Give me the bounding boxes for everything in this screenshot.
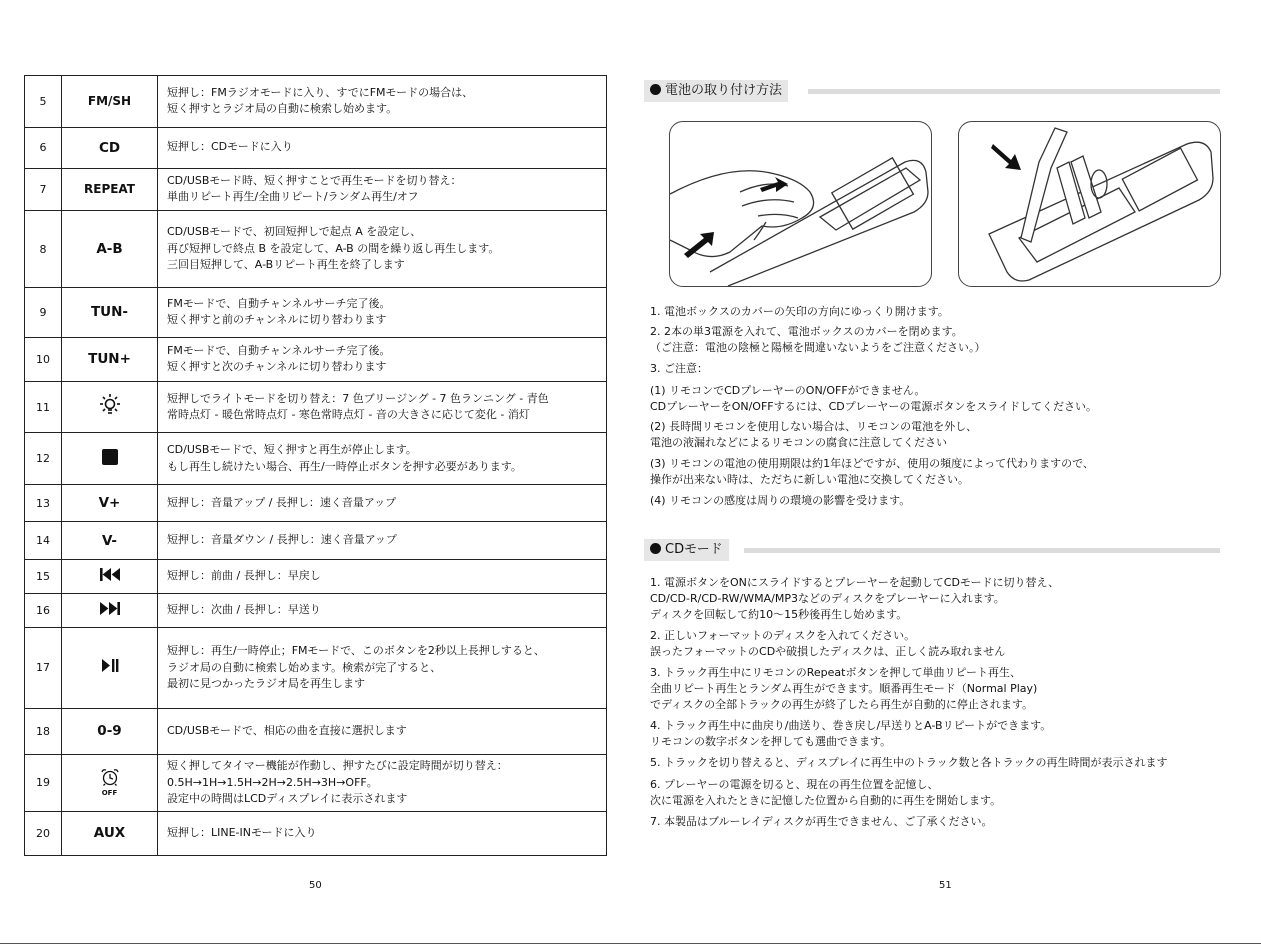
row-number: 10 — [25, 337, 62, 381]
button-description — [158, 754, 607, 811]
button-description — [158, 337, 607, 381]
button-description — [158, 485, 607, 522]
row-number: 16 — [25, 594, 62, 628]
description-line: CD/USBモードで、初回短押しで起点 A を設定し、 — [167, 225, 422, 239]
instruction-line: 1. 電源ボタンをONにスライドするとプレーヤーを起動してCDモードに切り替え、 — [650, 576, 1060, 589]
button-icon-cell — [62, 560, 158, 594]
instruction-line: リモコンの数字ボタンを押しても選曲できます。 — [650, 735, 892, 748]
button-description — [158, 76, 607, 128]
instruction-paragraph — [650, 575, 1059, 623]
description-line: 三回目短押して、A-Bリピート再生を終了します — [167, 258, 405, 272]
section-title-box — [644, 80, 788, 102]
button-description — [158, 628, 607, 708]
row-number: 8 — [25, 210, 62, 287]
button-description — [158, 522, 607, 560]
instruction-line: 4. トラック再生中に曲戻り/曲送り、巻き戻し/早送りとA-Bリピートができます。 — [650, 719, 1052, 732]
button-description — [158, 168, 607, 210]
table-row — [25, 594, 607, 628]
instruction-line: 全曲リピート再生とランダム再生ができます。順番再生モード（Normal Play) — [650, 682, 1038, 695]
page-bottom-rule — [0, 943, 1261, 944]
battery-insert-illustration — [958, 121, 1221, 287]
description-line: 短押し：音量ダウン / 長押し：速く音量アップ — [167, 533, 397, 547]
description-line: CD/USBモードで、短く押すと再生が停止します。 — [167, 443, 417, 457]
table-row — [25, 560, 607, 594]
instruction-line: 電池の液漏れなどによるリモコンの腐食に注意してください — [650, 436, 947, 449]
button-description — [158, 288, 607, 337]
button-function-table-body — [25, 76, 607, 856]
button-name: CD — [62, 127, 158, 168]
button-description — [158, 811, 607, 855]
button-name: FM/SH — [62, 76, 158, 128]
instruction-line: 誤ったフォーマットのCDや破損したディスクは、正しく読み取れません — [650, 645, 1006, 658]
instruction-line: 2. 正しいフォーマットのディスクを入れてください。 — [650, 629, 916, 642]
alarm-clock-off-icon — [100, 768, 120, 790]
button-name: AUX — [62, 811, 158, 855]
page-number-left: 50 — [309, 880, 322, 891]
instruction-line: （ご注意：電池の陰極と陽極を間違いないようをご注意ください。） — [650, 341, 986, 354]
battery-cover-open-illustration — [669, 121, 932, 287]
instruction-paragraph — [650, 628, 1005, 660]
section-title-cd: CDモード — [665, 542, 723, 557]
description-line: CD/USBモード時、短く押すことで再生モードを切り替え： — [167, 173, 462, 187]
row-number: 20 — [25, 811, 62, 855]
next-track-icon — [99, 602, 121, 619]
light-bulb-icon — [97, 393, 123, 421]
table-row — [25, 168, 607, 210]
instruction-paragraph — [650, 383, 1097, 415]
button-name: TUN+ — [62, 337, 158, 381]
row-number: 11 — [25, 381, 62, 433]
row-number: 9 — [25, 288, 62, 337]
instruction-line: 操作が出来ない時は、ただちに新しい電池に交換してください。 — [650, 473, 969, 486]
instruction-paragraph — [650, 665, 1037, 713]
section-title-battery: 電池の取り付け方法 — [665, 83, 783, 98]
row-number: 17 — [25, 628, 62, 708]
instruction-paragraph — [650, 777, 1001, 809]
description-line: 短押し：音量アップ / 長押し：速く音量アップ — [167, 495, 397, 509]
table-row — [25, 381, 607, 433]
previous-track-icon — [99, 568, 121, 585]
table-row — [25, 628, 607, 708]
instruction-line: (3) リモコンの電池の使用期限は約1年ほどですが、使用の頻度によって代わりますので、 — [650, 457, 1094, 470]
instruction-line: CD/CD-R/CD-RW/WMA/MP3などのディスクをプレーヤーに入れます。 — [650, 592, 1005, 605]
instruction-line: 1. 電池ボックスのカバーの矢印の方向にゆっくり開けます。 — [650, 305, 949, 318]
description-line: 短押し：前曲 / 長押し：早戻し — [167, 569, 321, 583]
button-name: V- — [62, 522, 158, 560]
description-line: 短く押すと前のチャンネルに切り替わります — [167, 313, 387, 327]
instruction-line: でディスクの全部トラックの再生が終了したら再生が自動的に停止されます。 — [650, 698, 1034, 711]
row-number: 6 — [25, 127, 62, 168]
battery-cover-open-drawing — [670, 122, 931, 286]
description-line: 短押し：CDモードに入り — [167, 140, 293, 154]
row-number: 5 — [25, 76, 62, 128]
description-line: 短押し：LINE-INモードに入り — [167, 826, 317, 840]
instruction-paragraph — [650, 493, 910, 509]
row-number: 19 — [25, 754, 62, 811]
button-description — [158, 210, 607, 287]
table-row — [25, 337, 607, 381]
instruction-paragraph — [650, 324, 986, 356]
button-icon-cell — [62, 433, 158, 485]
description-line: 短押し：再生/一時停止；FMモードで、このボタンを2秒以上長押しすると、 — [167, 644, 545, 658]
description-line: もし再生し続けたい場合、再生/一時停止ボタンを押す必要があります。 — [167, 459, 522, 473]
button-name: V+ — [62, 485, 158, 522]
bullet-dot — [650, 543, 661, 554]
instruction-paragraph — [650, 304, 949, 320]
instruction-paragraph — [650, 456, 1094, 488]
table-row — [25, 754, 607, 811]
table-row — [25, 76, 607, 128]
instruction-line: 5. トラックを切り替えると、ディスプレイに再生中のトラック数と各トラックの再生時間が表示されます — [650, 756, 1168, 769]
row-number: 13 — [25, 485, 62, 522]
instruction-paragraph — [650, 814, 993, 830]
button-name: A-B — [62, 210, 158, 287]
section-header-cd — [644, 539, 1220, 561]
bullet-dot — [650, 84, 661, 95]
description-line: CD/USBモードで、相応の曲を直接に選択します — [167, 723, 407, 737]
instruction-line: 次に電源を入れたときに記憶した位置から自動的に再生を開始します。 — [650, 794, 1002, 807]
instruction-line: 3. ご注意： — [650, 362, 708, 375]
description-line: FMモードで、自動チャンネルサーチ完了後。 — [167, 343, 391, 357]
instruction-paragraph — [650, 419, 977, 451]
button-name: 0-9 — [62, 708, 158, 754]
section-header-battery — [644, 80, 1220, 102]
button-description — [158, 594, 607, 628]
button-name: REPEAT — [62, 168, 158, 210]
table-row — [25, 127, 607, 168]
table-row — [25, 485, 607, 522]
battery-insert-drawing — [959, 122, 1220, 286]
button-description — [158, 381, 607, 433]
button-function-table — [24, 75, 607, 856]
description-line: 設定中の時間はLCDディスプレイに表示されます — [167, 792, 408, 805]
instruction-paragraph — [650, 718, 1051, 750]
description-line: 短押し：次曲 / 長押し：早送り — [167, 603, 321, 617]
instruction-line: CDプレーヤーをON/OFFするには、CDプレーヤーの電源ボタンをスライドしてください。 — [650, 400, 1097, 413]
table-row — [25, 433, 607, 485]
instruction-line: ディスクを回転して約10～15秒後再生し始めます。 — [650, 608, 908, 621]
instruction-line: 3. トラック再生中にリモコンのRepeatボタンを押して単曲リピート再生、 — [650, 666, 1022, 679]
table-row — [25, 210, 607, 287]
button-description — [158, 560, 607, 594]
instruction-line: (4) リモコンの感度は周りの環境の影響を受けます。 — [650, 494, 911, 507]
description-line: ラジオ局の自動に検索し始めます。検索が完了すると、 — [167, 660, 442, 674]
section-title-box — [644, 539, 729, 561]
instruction-paragraph — [650, 361, 708, 377]
row-number: 12 — [25, 433, 62, 485]
instruction-line: 7. 本製品はブルーレイディスクが再生できません、ご了承ください。 — [650, 815, 993, 828]
button-description — [158, 433, 607, 485]
table-row — [25, 708, 607, 754]
section-rule — [744, 548, 1220, 553]
row-number: 15 — [25, 560, 62, 594]
instruction-line: (1) リモコンでCDプレーヤーのON/OFFができません。 — [650, 384, 926, 397]
button-icon-cell — [62, 381, 158, 433]
row-number: 18 — [25, 708, 62, 754]
description-line: 最初に見つかったラジオ局を再生します — [167, 677, 365, 691]
button-icon-cell — [62, 594, 158, 628]
button-description — [158, 127, 607, 168]
instruction-line: 2. 2本の単3電源を入れて、電池ボックスのカバーを閉めます。 — [650, 325, 963, 338]
description-line: 短く押してタイマー機能が作動し、押すたびに設定時間が切り替え： — [167, 759, 508, 772]
description-line: FMモードで、自動チャンネルサーチ完了後。 — [167, 296, 391, 310]
table-row — [25, 522, 607, 560]
section-rule — [808, 89, 1220, 94]
description-line: 短く押すと次のチャンネルに切り替わります — [167, 360, 387, 374]
row-number: 14 — [25, 522, 62, 560]
description-line: 短押しでライトモードを切り替え：7 色ブリージング - 7 色ランニング - 青色 — [167, 391, 549, 405]
icon-caption: OFF — [101, 789, 118, 798]
button-icon-cell — [62, 628, 158, 708]
page-number-right: 51 — [939, 880, 952, 891]
table-row — [25, 811, 607, 855]
description-line: 再び短押しで終点 B を設定して、A-B の間を繰り返し再生します。 — [167, 241, 500, 255]
play-pause-icon — [101, 659, 119, 676]
instruction-line: 6. プレーヤーの電源を切ると、現在の再生位置を記憶し、 — [650, 778, 939, 791]
stop-icon — [102, 449, 118, 469]
button-name: TUN- — [62, 288, 158, 337]
instruction-line: (2) 長時間リモコンを使用しない場合は、リモコンの電池を外し、 — [650, 420, 978, 433]
description-line: 0.5H→1H→1.5H→2H→2.5H→3H→OFF。 — [167, 775, 378, 789]
instruction-paragraph — [650, 755, 1167, 771]
description-line: 短く押すとラジオ局の自動に検索し始めます。 — [167, 102, 398, 116]
row-number: 7 — [25, 168, 62, 210]
table-row — [25, 288, 607, 337]
description-line: 単曲リピート再生/全曲リピート/ランダム再生/オフ — [167, 190, 419, 204]
description-line: 短押し：FMラジオモードに入り、すでにFMモードの場合は、 — [167, 85, 474, 99]
description-line: 常時点灯 - 暖色常時点灯 - 寒色常時点灯 - 音の大きさに応じて変化 - 消灯 — [167, 408, 530, 422]
button-description — [158, 708, 607, 754]
button-icon-cell — [62, 754, 158, 811]
